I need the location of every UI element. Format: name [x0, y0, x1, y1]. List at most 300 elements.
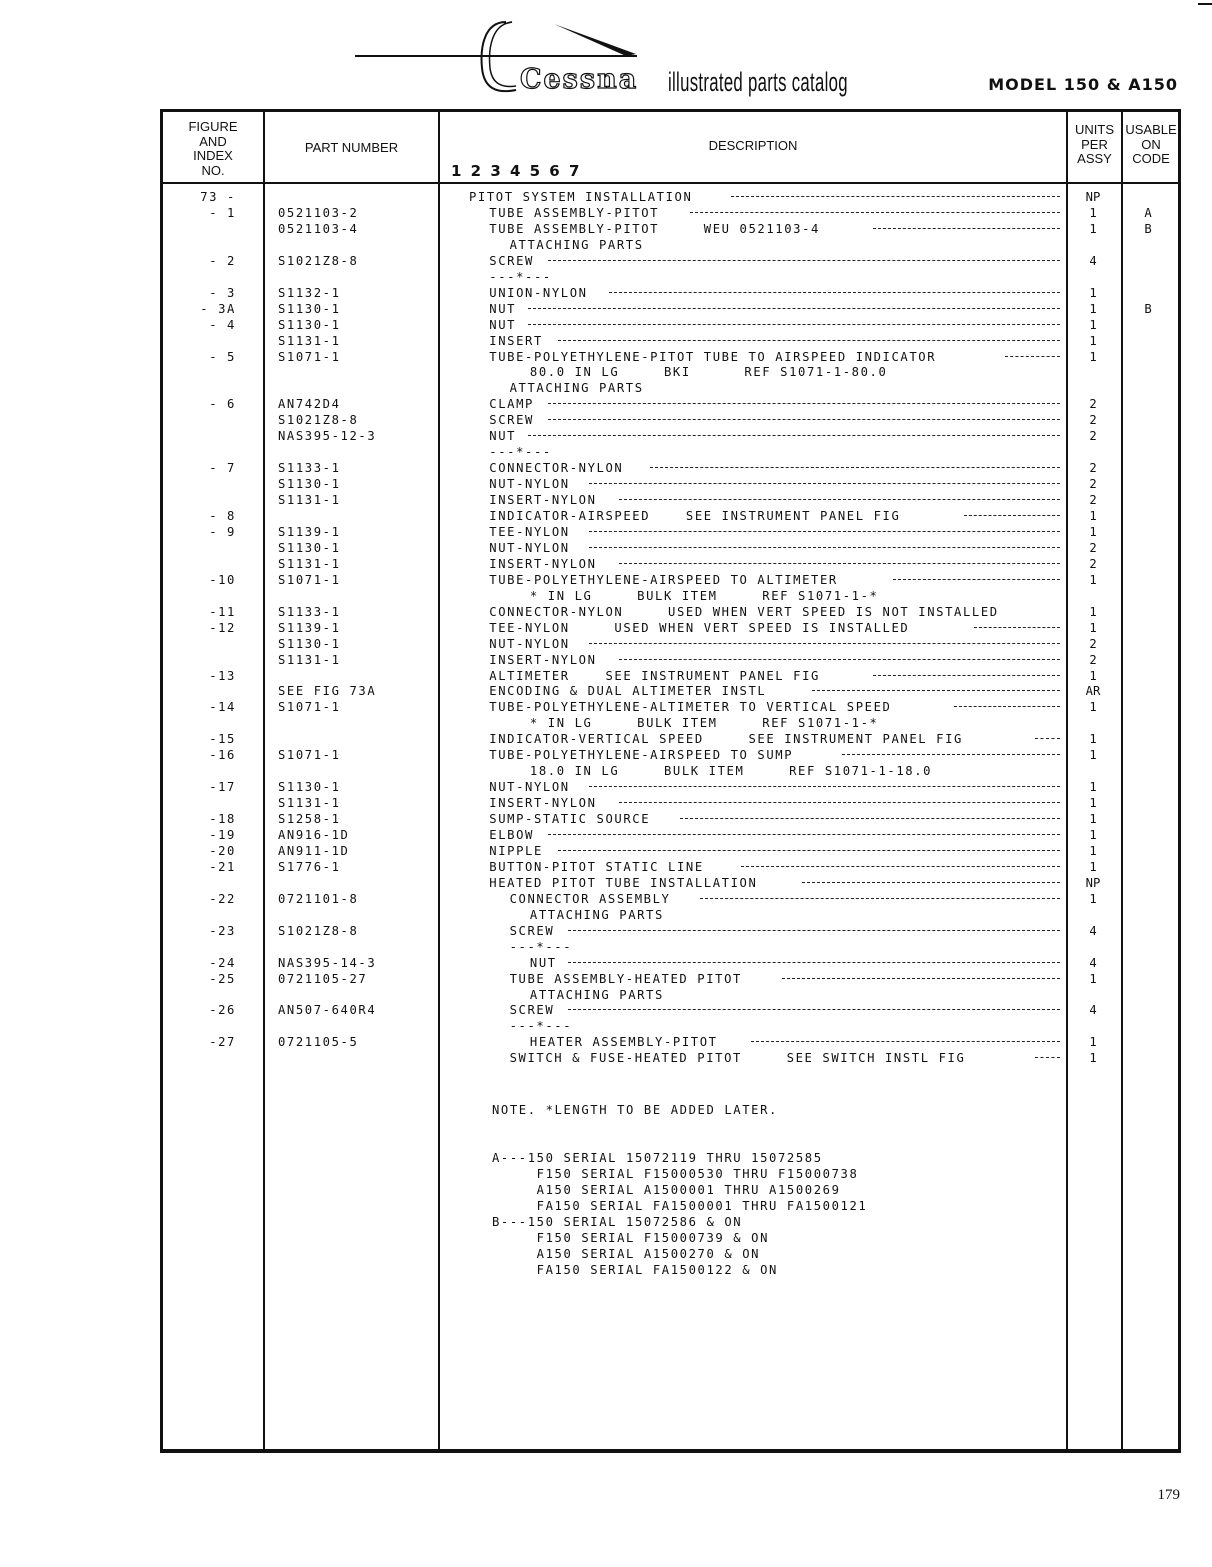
figure-index-cell: -12 [209, 620, 236, 635]
figure-index-cell: -16 [209, 748, 236, 763]
units-cell: 1 [1089, 700, 1097, 715]
leader-dashes [568, 1009, 1060, 1010]
leader-dashes [873, 228, 1060, 229]
leader-dashes [619, 563, 1060, 564]
leader-dashes [619, 659, 1060, 660]
table-row [163, 524, 1178, 540]
part-number-cell: 0521103-2 [278, 205, 359, 220]
leader-dashes [528, 435, 1060, 436]
description-cell: NUT [529, 955, 557, 970]
units-cell: 2 [1089, 493, 1097, 508]
figure-index-cell: -25 [209, 971, 236, 986]
units-cell: 2 [1089, 540, 1097, 555]
table-row [163, 492, 1178, 508]
leader-dashes [782, 978, 1061, 979]
description-cell: HEATER ASSEMBLY-PITOT [529, 1035, 718, 1050]
table-row [163, 540, 1178, 556]
leader-dashes [731, 196, 1060, 197]
table-row [163, 683, 1178, 699]
table-row [163, 364, 1178, 380]
note-line: A---150 SERIAL 15072119 THRU 15072585 [492, 1151, 823, 1165]
leader-dashes [589, 483, 1060, 484]
description-cell: SCREW [489, 413, 534, 428]
description-cell: TUBE-POLYETHYLENE-ALTIMETER TO VERTICAL SPEED [489, 700, 892, 715]
part-number-cell: S1071-1 [278, 349, 341, 364]
description-cell: TUBE ASSEMBLY-PITOT [489, 205, 660, 220]
description-cell: CONNECTOR ASSEMBLY [509, 891, 671, 906]
description-cell: ATTACHING PARTS [509, 381, 644, 396]
units-cell: 1 [1089, 859, 1097, 874]
description-cell: SWITCH & FUSE-HEATED PITOT SEE SWITCH INSTL FIG [509, 1051, 966, 1066]
part-number-cell: AN507-640R4 [278, 1003, 377, 1018]
note-line: FA150 SERIAL FA1500001 THRU FA1500121 [492, 1199, 868, 1213]
part-number-cell: AN916-1D [278, 828, 350, 842]
table-row [163, 269, 1178, 285]
part-number-cell: S1132-1 [278, 285, 341, 300]
figure-index-cell: -24 [209, 955, 236, 970]
figure-index-cell: - 4 [209, 317, 236, 332]
description-cell: INSERT-NYLON [489, 652, 597, 667]
parts-table [160, 109, 1181, 1453]
note-line: B---150 SERIAL 15072586 & ON [492, 1215, 743, 1229]
description-cell: NUT-NYLON [489, 780, 570, 795]
units-cell: 1 [1089, 748, 1097, 763]
part-number-cell: S1021Z8-8 [278, 413, 359, 428]
figure-index-cell: -20 [209, 843, 236, 858]
part-number-cell: S1139-1 [278, 620, 341, 635]
part-number-cell: S1021Z8-8 [278, 923, 359, 938]
table-row [163, 971, 1178, 987]
units-cell: 1 [1089, 812, 1097, 827]
leader-dashes [741, 866, 1060, 867]
figure-index-cell: - 8 [209, 509, 236, 523]
table-row [163, 699, 1178, 715]
part-number-cell: S1130-1 [278, 317, 341, 332]
description-cell: SCREW [489, 253, 534, 268]
figure-index-cell: -22 [209, 891, 236, 906]
table-row [163, 875, 1178, 891]
description-cell: INSERT [489, 333, 543, 348]
units-cell: 1 [1089, 668, 1097, 683]
header-line: ASSY [1077, 151, 1112, 166]
usable-code-cell: B [1144, 221, 1152, 236]
table-row [163, 1018, 1178, 1034]
leader-dashes [1005, 356, 1060, 357]
leader-dashes [873, 675, 1060, 676]
figure-index-cell: -14 [209, 700, 236, 715]
part-number-cell: NAS395-12-3 [278, 429, 377, 444]
units-header [1068, 123, 1121, 167]
table-row [163, 620, 1178, 636]
units-cell: 4 [1089, 1003, 1097, 1018]
figure-index-cell: - 1 [209, 205, 236, 220]
description-cell: TUBE ASSEMBLY-HEATED PITOT [509, 971, 742, 986]
part-number-cell: S1130-1 [278, 301, 341, 316]
table-row [163, 987, 1178, 1003]
figure-index-cell: -19 [209, 828, 236, 842]
table-row [163, 636, 1178, 652]
table-row [163, 205, 1178, 221]
figure-index-cell: -27 [209, 1035, 236, 1050]
description-cell: * IN LG BULK ITEM REF S1071-1-* [529, 588, 879, 603]
table-row [163, 747, 1178, 763]
part-number-cell: S1130-1 [278, 636, 341, 651]
header-line: UNITS [1075, 122, 1114, 137]
description-cell: PITOT SYSTEM INSTALLATION [469, 190, 693, 204]
units-cell: 2 [1089, 429, 1097, 444]
table-row [163, 476, 1178, 492]
description-cell: HEATED PITOT TUBE INSTALLATION [489, 875, 758, 890]
units-cell: 2 [1089, 556, 1097, 571]
figure-index-cell: - 5 [209, 349, 236, 364]
description-cell: CONNECTOR-NYLON USED WHEN VERT SPEED IS NOT INSTALLED [489, 604, 999, 619]
units-cell: 1 [1089, 780, 1097, 795]
figure-index-cell: -10 [209, 572, 236, 587]
figure-index-cell: - 6 [209, 397, 236, 412]
table-row [163, 301, 1178, 317]
table-row [163, 923, 1178, 939]
description-cell: TUBE-POLYETHYLENE-AIRSPEED TO SUMP [489, 748, 794, 763]
part-number-cell: S1130-1 [278, 780, 341, 795]
leader-dashes [1035, 1057, 1060, 1058]
units-cell: 2 [1089, 397, 1097, 412]
description-cell: NUT-NYLON [489, 636, 570, 651]
table-row [163, 572, 1178, 588]
table-row [163, 731, 1178, 747]
leader-dashes [609, 292, 1060, 293]
units-cell: 2 [1089, 477, 1097, 492]
table-row [163, 668, 1178, 684]
part-number-cell: 0721105-5 [278, 1035, 359, 1050]
units-cell: 1 [1089, 509, 1097, 523]
corner-mark [1198, 3, 1212, 5]
description-cell: INSERT-NYLON [489, 796, 597, 811]
table-row [163, 285, 1178, 301]
header-line: ON [1141, 136, 1161, 152]
units-cell: 2 [1089, 413, 1097, 428]
part-number-cell: S1130-1 [278, 477, 341, 492]
figure-index-cell: - 3A [200, 301, 236, 316]
table-row [163, 652, 1178, 668]
note-line: NOTE. *LENGTH TO BE ADDED LATER. [492, 1103, 778, 1117]
figure-index-cell: - 3 [209, 285, 236, 300]
table-row [163, 1034, 1178, 1050]
part-number-cell: S1131-1 [278, 652, 341, 667]
figure-index-cell: -23 [209, 923, 236, 938]
part-number-cell: S1139-1 [278, 524, 341, 539]
part-number-cell: S1133-1 [278, 604, 341, 619]
table-row [163, 349, 1178, 365]
units-cell: 1 [1089, 828, 1097, 842]
figure-index-cell: -11 [209, 604, 236, 619]
description-cell: ATTACHING PARTS [529, 987, 664, 1002]
usable-code-cell: A [1144, 205, 1152, 220]
units-cell: 1 [1089, 317, 1097, 332]
units-cell: 4 [1089, 923, 1097, 938]
table-row [163, 333, 1178, 349]
table-row [163, 604, 1178, 620]
figure-index-cell: -13 [209, 668, 236, 683]
figure-index-cell: -26 [209, 1003, 236, 1018]
units-cell: 1 [1089, 349, 1097, 364]
part-number-cell: 0721105-27 [278, 971, 368, 986]
page-number: 179 [1157, 1487, 1180, 1503]
part-number-cell: AN911-1D [278, 843, 350, 858]
table-row [163, 380, 1178, 396]
part-number-cell: S1021Z8-8 [278, 253, 359, 268]
table-row [163, 779, 1178, 795]
description-cell: INSERT-NYLON [489, 556, 597, 571]
units-cell: 1 [1089, 1051, 1097, 1066]
leader-dashes [954, 706, 1060, 707]
table-row [163, 1002, 1178, 1018]
units-cell: 1 [1089, 1035, 1097, 1050]
part-number-cell: AN742D4 [278, 397, 341, 412]
description-cell: CLAMP [489, 397, 534, 412]
table-row [163, 843, 1178, 859]
leader-dashes [1035, 738, 1060, 739]
leader-dashes [974, 627, 1060, 628]
leader-dashes [619, 802, 1060, 803]
table-row [163, 221, 1178, 237]
description-cell: TUBE-POLYETHYLENE-PITOT TUBE TO AIRSPEED INDICATOR [489, 349, 937, 364]
description-cell: ATTACHING PARTS [509, 237, 644, 252]
leader-dashes [589, 786, 1060, 787]
leader-dashes [751, 1041, 1060, 1042]
leader-dashes [568, 962, 1060, 963]
units-cell: 4 [1089, 955, 1097, 970]
description-cell: TEE-NYLON [489, 524, 570, 539]
description-cell: ALTIMETER SEE INSTRUMENT PANEL FIG [489, 668, 820, 683]
note-line: A150 SERIAL A1500270 & ON [492, 1247, 761, 1261]
part-number-cell: NAS395-14-3 [278, 955, 377, 970]
note-line: F150 SERIAL F15000530 THRU F15000738 [492, 1167, 859, 1181]
header-line: PER [1081, 136, 1108, 152]
units-cell: 1 [1089, 524, 1097, 539]
table-row [163, 811, 1178, 827]
table-row [163, 189, 1178, 205]
description-cell: ---*--- [509, 939, 573, 954]
figure-index-cell: -15 [209, 732, 236, 747]
figure-index-cell: 73 - [200, 190, 236, 204]
leader-dashes [680, 818, 1060, 819]
part-number-cell: 0721101-8 [278, 891, 359, 906]
leader-dashes [568, 930, 1060, 931]
description-cell: ---*--- [489, 445, 552, 460]
units-cell: 1 [1089, 604, 1097, 619]
units-cell: 1 [1089, 221, 1097, 236]
description-cell: NUT-NYLON [489, 477, 570, 492]
part-number-cell: SEE FIG 73A [278, 684, 377, 699]
description-cell: ---*--- [489, 269, 552, 284]
leader-dashes [964, 515, 1060, 516]
leader-dashes [589, 531, 1060, 532]
header-line: AND [199, 133, 227, 149]
header-line: INDEX [193, 148, 233, 163]
units-cell: 1 [1089, 796, 1097, 811]
units-cell: 1 [1089, 205, 1097, 220]
leader-dashes [619, 499, 1060, 500]
page-header [0, 0, 1212, 108]
logo-wordmark: Cessna [520, 64, 639, 95]
description-cell: 80.0 IN LG BKI REF S1071-1-80.0 [529, 365, 888, 380]
table-row [163, 237, 1178, 253]
table-row [163, 460, 1178, 476]
description-cell: ---*--- [509, 1019, 573, 1034]
table-row [163, 428, 1178, 444]
description-cell: SCREW [509, 1003, 555, 1018]
figure-index-cell: - 7 [209, 461, 236, 476]
description-cell: TUBE-POLYETHYLENE-AIRSPEED TO ALTIMETER [489, 572, 838, 587]
catalog-title: illustrated parts catalog [668, 67, 848, 97]
usable-code-header [1123, 123, 1179, 167]
part-number-cell: S1131-1 [278, 796, 341, 811]
part-number-cell: S1130-1 [278, 540, 341, 555]
table-row [163, 715, 1178, 731]
table-row [163, 317, 1178, 333]
leader-dashes [558, 850, 1060, 851]
note-line [492, 1118, 867, 1134]
units-cell: 2 [1089, 652, 1097, 667]
table-row [163, 763, 1178, 779]
description-cell: TUBE ASSEMBLY-PITOT WEU 0521103-4 [489, 221, 820, 236]
figure-index-cell: -17 [209, 780, 236, 795]
part-number-cell: S1071-1 [278, 700, 341, 715]
table-row [163, 955, 1178, 971]
units-cell: 2 [1089, 636, 1097, 651]
header-divider [163, 182, 1178, 184]
leader-dashes [700, 898, 1060, 899]
table-row [163, 508, 1178, 524]
header-line: CODE [1132, 151, 1170, 166]
table-row [163, 907, 1178, 923]
description-cell: INDICATOR-VERTICAL SPEED SEE INSTRUMENT PANEL FIG [489, 732, 963, 747]
usable-code-cell: B [1144, 301, 1152, 316]
leader-dashes [589, 547, 1060, 548]
notes-block [492, 1102, 867, 1278]
header-line: NO. [201, 162, 225, 178]
description-cell: NUT [489, 317, 517, 332]
table-row [163, 859, 1178, 875]
note-line: A150 SERIAL A1500001 THRU A1500269 [492, 1183, 841, 1197]
table-row [163, 412, 1178, 428]
leader-dashes [548, 834, 1060, 835]
part-number-cell: S1071-1 [278, 572, 341, 587]
table-row [163, 827, 1178, 843]
description-cell: UNION-NYLON [489, 285, 588, 300]
part-number-header: PART NUMBER [304, 140, 399, 155]
part-number-cell: S1776-1 [278, 859, 341, 874]
part-number-cell: S1258-1 [278, 812, 341, 827]
leader-dashes [548, 419, 1060, 420]
units-cell: 1 [1089, 285, 1097, 300]
description-cell: INDICATOR-AIRSPEED SEE INSTRUMENT PANEL FIG [489, 509, 901, 523]
units-cell: 1 [1089, 620, 1097, 635]
leader-dashes [650, 467, 1060, 468]
table-row [163, 253, 1178, 269]
leader-dashes [589, 643, 1060, 644]
part-number-cell: S1131-1 [278, 493, 341, 508]
units-cell: 4 [1089, 253, 1097, 268]
part-number-cell: S1133-1 [278, 461, 341, 476]
leader-dashes [893, 579, 1060, 580]
leader-dashes [690, 212, 1060, 213]
figure-index-cell: - 9 [209, 524, 236, 539]
units-cell: NP [1085, 190, 1101, 204]
table-row [163, 1050, 1178, 1066]
figure-index-cell: -21 [209, 859, 236, 874]
units-cell: 1 [1089, 891, 1097, 906]
figure-index-cell: - 2 [209, 253, 236, 268]
description-cell: SUMP-STATIC SOURCE [489, 812, 651, 827]
part-number-cell: 0521103-4 [278, 221, 359, 236]
units-cell: 2 [1089, 461, 1097, 476]
table-row [163, 556, 1178, 572]
description-header: DESCRIPTION [708, 138, 798, 153]
table-row [163, 588, 1178, 604]
leader-dashes [548, 403, 1060, 404]
description-cell: BUTTON-PITOT STATIC LINE [489, 859, 704, 874]
table-row [163, 444, 1178, 460]
units-cell: 1 [1089, 572, 1097, 587]
units-cell: 1 [1089, 971, 1097, 986]
leader-dashes [842, 754, 1060, 755]
table-row [163, 939, 1178, 955]
units-cell: 1 [1089, 301, 1097, 316]
part-number-cell: S1131-1 [278, 333, 341, 348]
units-cell: 1 [1089, 732, 1097, 747]
leader-dashes [812, 690, 1060, 691]
table-row [163, 795, 1178, 811]
description-cell: INSERT-NYLON [489, 493, 597, 508]
description-cell: CONNECTOR-NYLON [489, 461, 624, 476]
figure-index-cell: -18 [209, 812, 236, 827]
description-cell: TEE-NYLON USED WHEN VERT SPEED IS INSTALLED [489, 620, 910, 635]
header-line: USABLE [1125, 122, 1177, 137]
note-line: FA150 SERIAL FA1500122 & ON [492, 1263, 778, 1277]
units-cell: 1 [1089, 333, 1097, 348]
indent-levels-header: 1 2 3 4 5 6 7 [451, 162, 582, 180]
description-cell: NIPPLE [489, 843, 543, 858]
units-cell: AR [1085, 684, 1101, 699]
description-cell: ENCODING & DUAL ALTIMETER INSTL [489, 684, 767, 699]
units-cell: NP [1085, 875, 1101, 890]
description-cell: 18.0 IN LG BULK ITEM REF S1071-1-18.0 [529, 764, 933, 779]
model-title: MODEL 150 & A150 [988, 75, 1178, 94]
leader-dashes [548, 260, 1060, 261]
part-number-cell: S1071-1 [278, 748, 341, 763]
leader-dashes [558, 340, 1060, 341]
units-cell: 1 [1089, 843, 1097, 858]
table-row [163, 891, 1178, 907]
leader-dashes [528, 308, 1060, 309]
note-line: F150 SERIAL F15000739 & ON [492, 1231, 770, 1245]
part-number-cell: S1131-1 [278, 556, 341, 571]
description-cell: NUT [489, 429, 517, 444]
description-cell: NUT-NYLON [489, 540, 570, 555]
leader-dashes [802, 882, 1060, 883]
description-cell: NUT [489, 301, 517, 316]
description-cell: ATTACHING PARTS [529, 907, 664, 922]
description-cell: * IN LG BULK ITEM REF S1071-1-* [529, 716, 879, 731]
note-line [492, 1134, 867, 1150]
description-cell: SCREW [509, 923, 555, 938]
header-line: FIGURE [188, 119, 238, 134]
leader-dashes [528, 324, 1060, 325]
description-cell: ELBOW [489, 828, 534, 842]
figure-index-header [163, 120, 263, 178]
table-row [163, 396, 1178, 412]
